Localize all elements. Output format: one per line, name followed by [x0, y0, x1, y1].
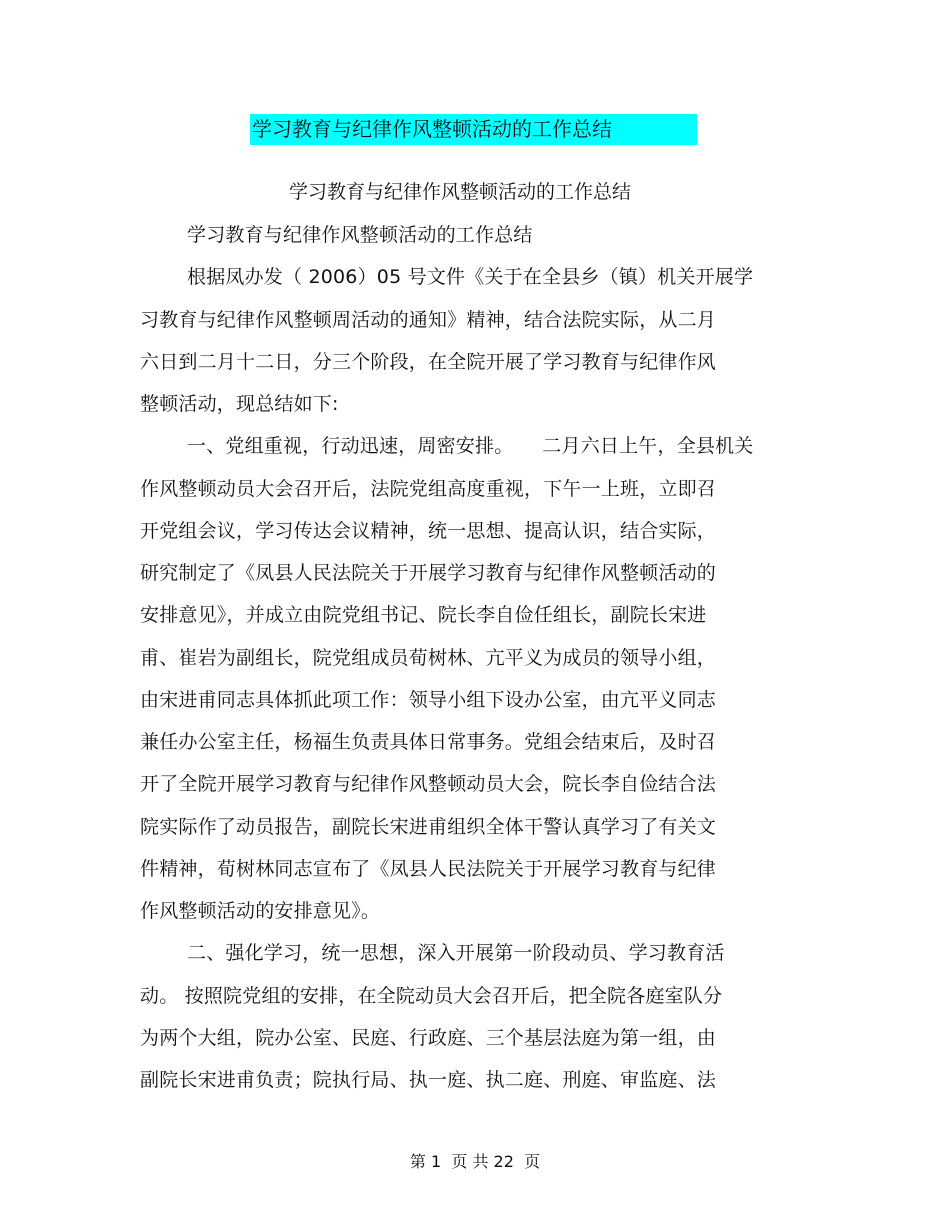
body-line: 习教育与纪律作风整顿周活动的通知》精神，结合法院实际，从二月 [140, 309, 717, 331]
body-line: 根据凤办发（ 2006）05 号文件《关于在全县乡（镇）机关开展学 [187, 266, 754, 288]
body-line: 为两个大组，院办公室、民庭、行政庭、三个基层法庭为第一组，由 [140, 1027, 717, 1049]
body-line: 学习教育与纪律作风整顿活动的工作总结 [187, 224, 533, 246]
document-title: 学习教育与纪律作风整顿活动的工作总结 [250, 114, 697, 145]
body-line: 甫、崔岩为副组长，院党组成员荀树林、亢平义为成员的领导小组， [140, 647, 717, 669]
body-line: 安排意见》，并成立由院党组书记、院长李自俭任组长，副院长宋进 [140, 604, 707, 626]
body-line: 研究制定了《凤县人民法院关于开展学习教育与纪律作风整顿活动的 [140, 562, 717, 584]
body-line: 由宋进甫同志具体抓此项工作：领导小组下设办公室，由亢平义同志 [140, 689, 717, 711]
body-line: 副院长宋进甫负责；院执行局、执一庭、执二庭、刑庭、审监庭、法 [140, 1069, 717, 1091]
body-line: 兼任办公室主任，杨福生负责具体日常事务。党组会结束后，及时召 [140, 731, 717, 753]
body-line: 件精神，荀树林同志宣布了《凤县人民法院关于开展学习教育与纪律 [140, 858, 717, 880]
body-line: 作风整顿活动的安排意见》。 [140, 900, 381, 922]
body-line: 动。 按照院党组的安排，在全院动员大会召开后，把全院各庭室队分 [140, 985, 723, 1007]
body-line: 二、强化学习，统一思想，深入开展第一阶段动员、学习教育活 [187, 942, 725, 964]
body-line: 院实际作了动员报告，副院长宋进甫组织全体干警认真学习了有关文 [140, 816, 717, 838]
body-line: 整顿活动，现总结如下: [140, 393, 339, 415]
body-line: 一、党组重视，行动迅速，周密安排。 二月六日上午，全县机关 [187, 435, 754, 457]
body-line: 作风整顿动员大会召开后，法院党组高度重视，下午一上班，立即召 [140, 478, 717, 500]
body-line: 开了全院开展学习教育与纪律作风整顿动员大会，院长李自俭结合法 [140, 773, 717, 795]
body-line: 六日到二月十二日，分三个阶段，在全院开展了学习教育与纪律作风 [140, 351, 717, 373]
document-subtitle: 学习教育与纪律作风整顿活动的工作总结 [288, 181, 631, 203]
page-number: 第 1 页 共 22 页 [409, 1152, 541, 1171]
body-line: 开党组会议，学习传达会议精神，统一思想、提高认识，结合实际， [140, 520, 717, 542]
